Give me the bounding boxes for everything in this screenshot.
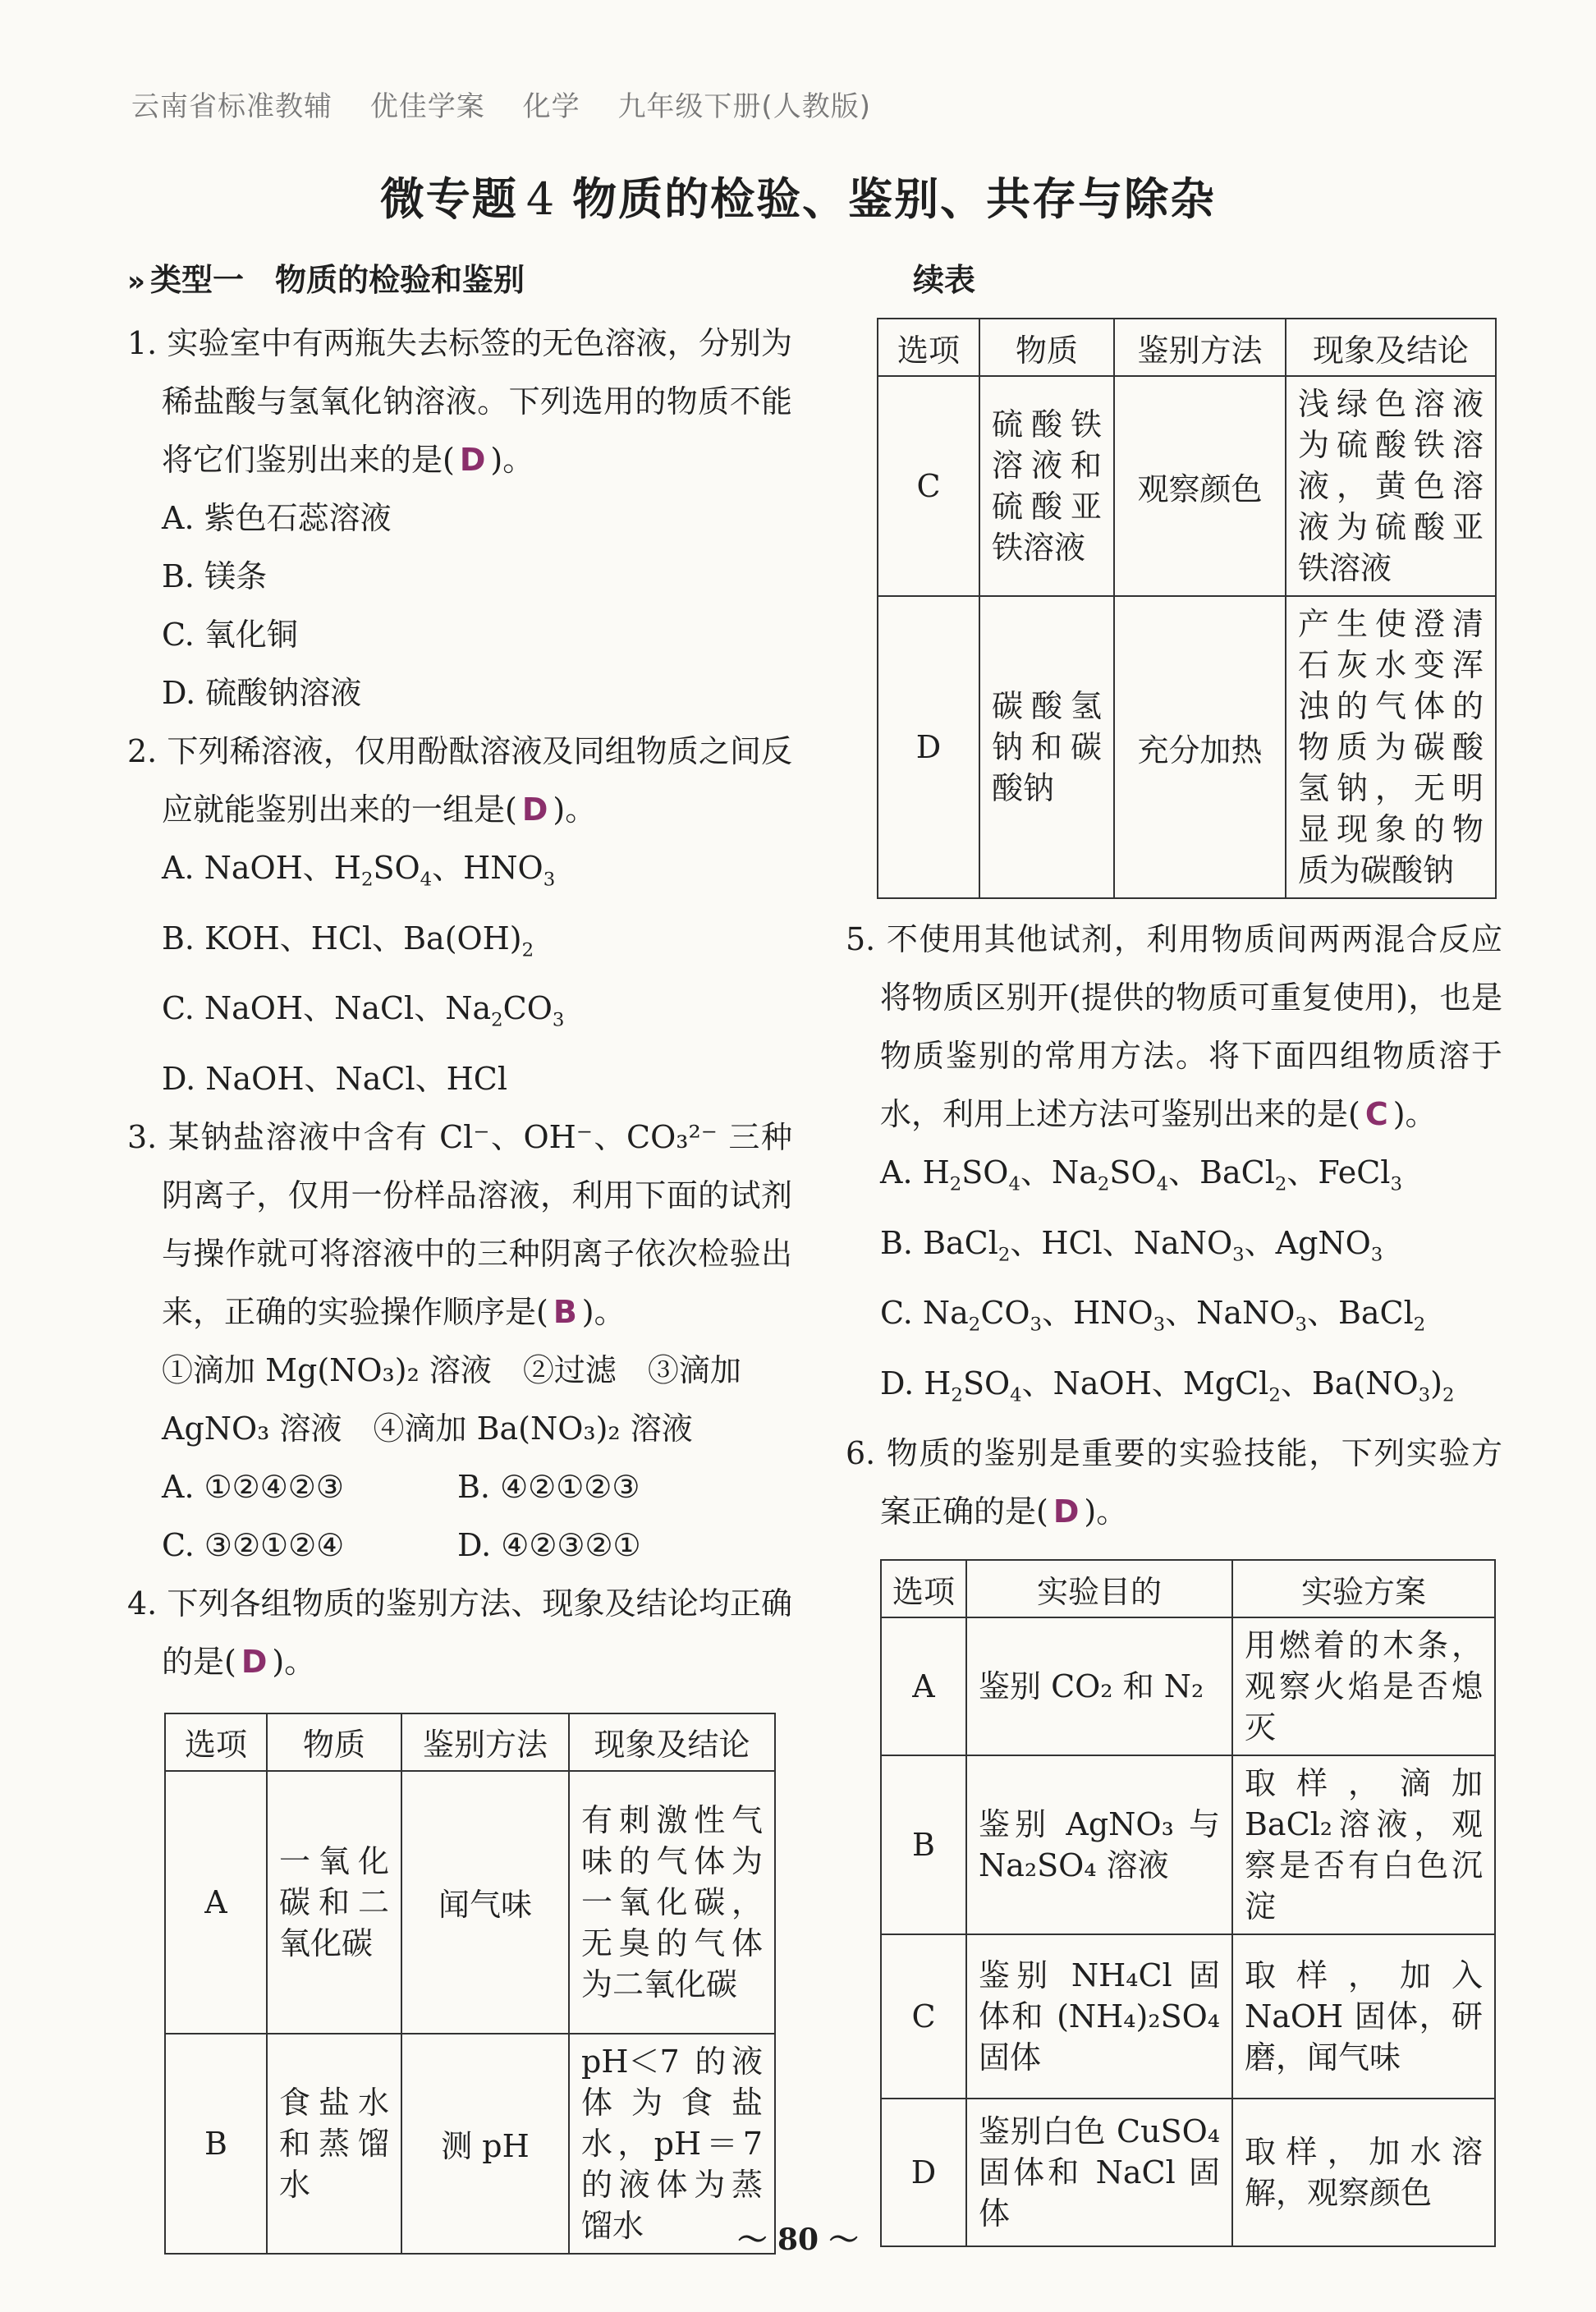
- question-4: 4. 下列各组物质的鉴别方法、现象及结论均正确的是( D )。: [127, 1585, 792, 1680]
- table-cell: 碳酸氢钠和碳酸钠: [979, 596, 1114, 898]
- page-number: ～ 80 ～: [737, 2223, 859, 2257]
- question-3: 3. 某钠盐溶液中含有 Cl⁻、OH⁻、CO₃²⁻ 三种阴离子，仅用一份样品溶液，利用下面的试剂与操作就可将溶液中的三种阴离子依次检验出来，正确的实验操作顺序是( B )。 ①滴加 Mg(NO₃)₂ 溶液 ②过滤 ③滴加 AgNO₃ 溶液 ④滴加 Ba(NO₃)₂ 溶液 A. ①②④②③ B. ④②①②③ C. ③②①②④ D. ④②③②①: [127, 1108, 792, 1575]
- header-subject: 化学: [522, 90, 580, 123]
- answer-5: C: [1364, 1096, 1388, 1132]
- option-a: A. ①②④②③: [162, 1468, 344, 1505]
- table-cell: 产生使澄清石灰水变浑浊的气体的物质为碳酸氢钠，无明显现象的物质为碳酸钠: [1286, 596, 1496, 898]
- header-grade: 九年级下册(人教版): [617, 90, 871, 123]
- table-cell: 测 pH: [401, 2034, 569, 2254]
- answer-1: D: [459, 442, 486, 478]
- table-cell: 一氧化碳和二氧化碳: [267, 1771, 401, 2034]
- table-header: 物质: [979, 319, 1114, 376]
- answer-3: B: [553, 1293, 577, 1330]
- question-2: 2. 下列稀溶液，仅用酚酞溶液及同组物质之间反应就能鉴别出来的一组是( D )。 A. NaOH、$H_2SO_4$、$HNO_3$ B. KOH、HCl、$Ba(OH)_2$ C. NaOH、NaCl、$Na_2CO_3$ D. NaOH、NaCl、HCl: [127, 722, 792, 1108]
- table-header: 鉴别方法: [401, 1713, 569, 1771]
- table-header: 物质: [267, 1713, 401, 1771]
- double-chevron-icon: »: [127, 265, 145, 298]
- table-cell: 鉴别白色 CuSO₄ 固体和 NaCl 固体: [966, 2099, 1232, 2246]
- table-cell: 有刺激性气味的气体为一氧化碳，无臭的气体为二氧化碳: [569, 1771, 775, 2034]
- option-b: B. KOH、HCl、$Ba(OH)_2$: [162, 920, 534, 961]
- option-c: C. ③②①②④: [162, 1526, 345, 1563]
- table-cell: D: [878, 596, 979, 898]
- table-cell: 闻气味: [401, 1771, 569, 2034]
- running-header: [131, 84, 899, 124]
- answer-4: D: [241, 1643, 268, 1680]
- option-row: [127, 1458, 792, 1516]
- option-c: C. 氧化铜: [162, 617, 298, 653]
- table-cell: C: [881, 1934, 966, 2099]
- table-header: 选项: [165, 1713, 267, 1771]
- table-header: 现象及结论: [569, 1713, 775, 1771]
- header-series: 云南省标准教辅: [131, 90, 332, 123]
- option-b: B. BaCl$_2$、HCl、NaNO$_3$、AgNO$_3$: [880, 1224, 1383, 1266]
- table-cell: B: [165, 2034, 267, 2254]
- question-5: 5. 不使用其他试剂，利用物质间两两混合反应将物质区别开(提供的物质可重复使用)，也是物质鉴别的常用方法。将下面四组物质溶于水，利用上述方法可鉴别出来的是( C )。 A. $H_2SO_4$、$Na_2SO_4$、BaCl$_2$、FeCl$_3$ B. BaCl$_2$、HCl、NaNO$_3$、AgNO$_3$ C. $Na_2CO_3$、$HNO_3$、NaNO$_3$、BaCl$_2$ D. $H_2SO_4$、NaOH、MgCl$_2$、$Ba(NO_3)_2$: [846, 911, 1502, 1424]
- left-column: [127, 255, 792, 2255]
- option-d: D. 硫酸钠溶液: [162, 675, 362, 711]
- q4-table-continued: [877, 318, 1497, 899]
- option-row: [127, 1516, 792, 1575]
- q6-table: [880, 1559, 1496, 2247]
- option-d: D. ④②③②①: [457, 1526, 641, 1563]
- header-brand: 优佳学案: [369, 90, 485, 123]
- answer-2: D: [521, 791, 548, 828]
- option-a: A. 紫色石蕊溶液: [162, 500, 392, 536]
- option-d: D. $H_2SO_4$、NaOH、MgCl$_2$、$Ba(NO_3)_2$: [880, 1365, 1455, 1406]
- table-cell: 用燃着的木条，观察火焰是否熄灭: [1232, 1617, 1495, 1755]
- option-b: B. ④②①②③: [457, 1468, 640, 1505]
- table-cell: D: [881, 2099, 966, 2246]
- table-cell: 鉴别 NH₄Cl 固体和 (NH₄)₂SO₄ 固体: [966, 1934, 1232, 2099]
- option-a: A. NaOH、$H_2SO_4$、$HNO_3$: [162, 850, 556, 891]
- table-cell: C: [878, 376, 979, 596]
- table-header: 选项: [878, 319, 979, 376]
- table-cell: 硫酸铁溶液和硫酸亚铁溶液: [979, 376, 1114, 596]
- continued-label: 续表: [913, 262, 976, 298]
- answer-6: D: [1053, 1493, 1080, 1530]
- q4-table: [164, 1713, 776, 2255]
- table-cell: B: [881, 1755, 966, 1934]
- operation-list: ①滴加 Mg(NO₃)₂ 溶液 ②过滤 ③滴加 AgNO₃ 溶液 ④滴加 Ba(NO₃)₂ 溶液: [162, 1351, 741, 1447]
- option-b: B. 镁条: [162, 558, 268, 594]
- table-cell: 鉴别 AgNO₃ 与 Na₂SO₄ 溶液: [966, 1755, 1232, 1934]
- table-cell: 取样，加水溶解，观察颜色: [1232, 2099, 1495, 2246]
- table-cell: A: [881, 1617, 966, 1755]
- option-a: A. $H_2SO_4$、$Na_2SO_4$、BaCl$_2$、FeCl$_3$: [880, 1154, 1402, 1195]
- table-cell: 观察颜色: [1114, 376, 1286, 596]
- table-cell: pH＜7 的液体为食盐水，pH＝7 的液体为蒸馏水: [569, 2034, 775, 2254]
- table-header: 实验目的: [966, 1560, 1232, 1617]
- page-title: 微专题 4 物质的检验、鉴别、共存与除杂: [379, 173, 1217, 225]
- section-heading: » 类型一 物质的检验和鉴别: [127, 262, 525, 298]
- table-cell: 取样，滴加 BaCl₂溶液，观察是否有白色沉淀: [1232, 1755, 1495, 1934]
- table-cell: 充分加热: [1114, 596, 1286, 898]
- table-header: 鉴别方法: [1114, 319, 1286, 376]
- table-header: 选项: [881, 1560, 966, 1617]
- table-header: 实验方案: [1232, 1560, 1495, 1617]
- table-cell: A: [165, 1771, 267, 2034]
- question-6: 6. 物质的鉴别是重要的实验技能，下列实验方案正确的是( D )。: [846, 1435, 1502, 1530]
- table-cell: 取样，加入 NaOH 固体，研磨，闻气味: [1232, 1934, 1495, 2099]
- table-cell: 浅绿色溶液为硫酸铁溶液，黄色溶液为硫酸亚铁溶液: [1286, 376, 1496, 596]
- option-c: C. NaOH、NaCl、$Na_2CO_3$: [162, 990, 565, 1031]
- table-header: 现象及结论: [1286, 319, 1496, 376]
- table-cell: 食盐水和蒸馏水: [267, 2034, 401, 2254]
- question-1: 1. 实验室中有两瓶失去标签的无色溶液，分别为稀盐酸与氢氧化钠溶液。下列选用的物质不能将它们鉴别出来的是( D )。 A. 紫色石蕊溶液 B. 镁条 C. 氧化铜 D. 硫酸钠溶液: [127, 314, 792, 722]
- table-cell: 鉴别 CO₂ 和 N₂: [966, 1617, 1232, 1755]
- option-d: D. NaOH、NaCl、HCl: [162, 1060, 507, 1097]
- option-c: C. $Na_2CO_3$、$HNO_3$、NaNO$_3$、BaCl$_2$: [880, 1295, 1426, 1336]
- right-column: [846, 255, 1502, 2247]
